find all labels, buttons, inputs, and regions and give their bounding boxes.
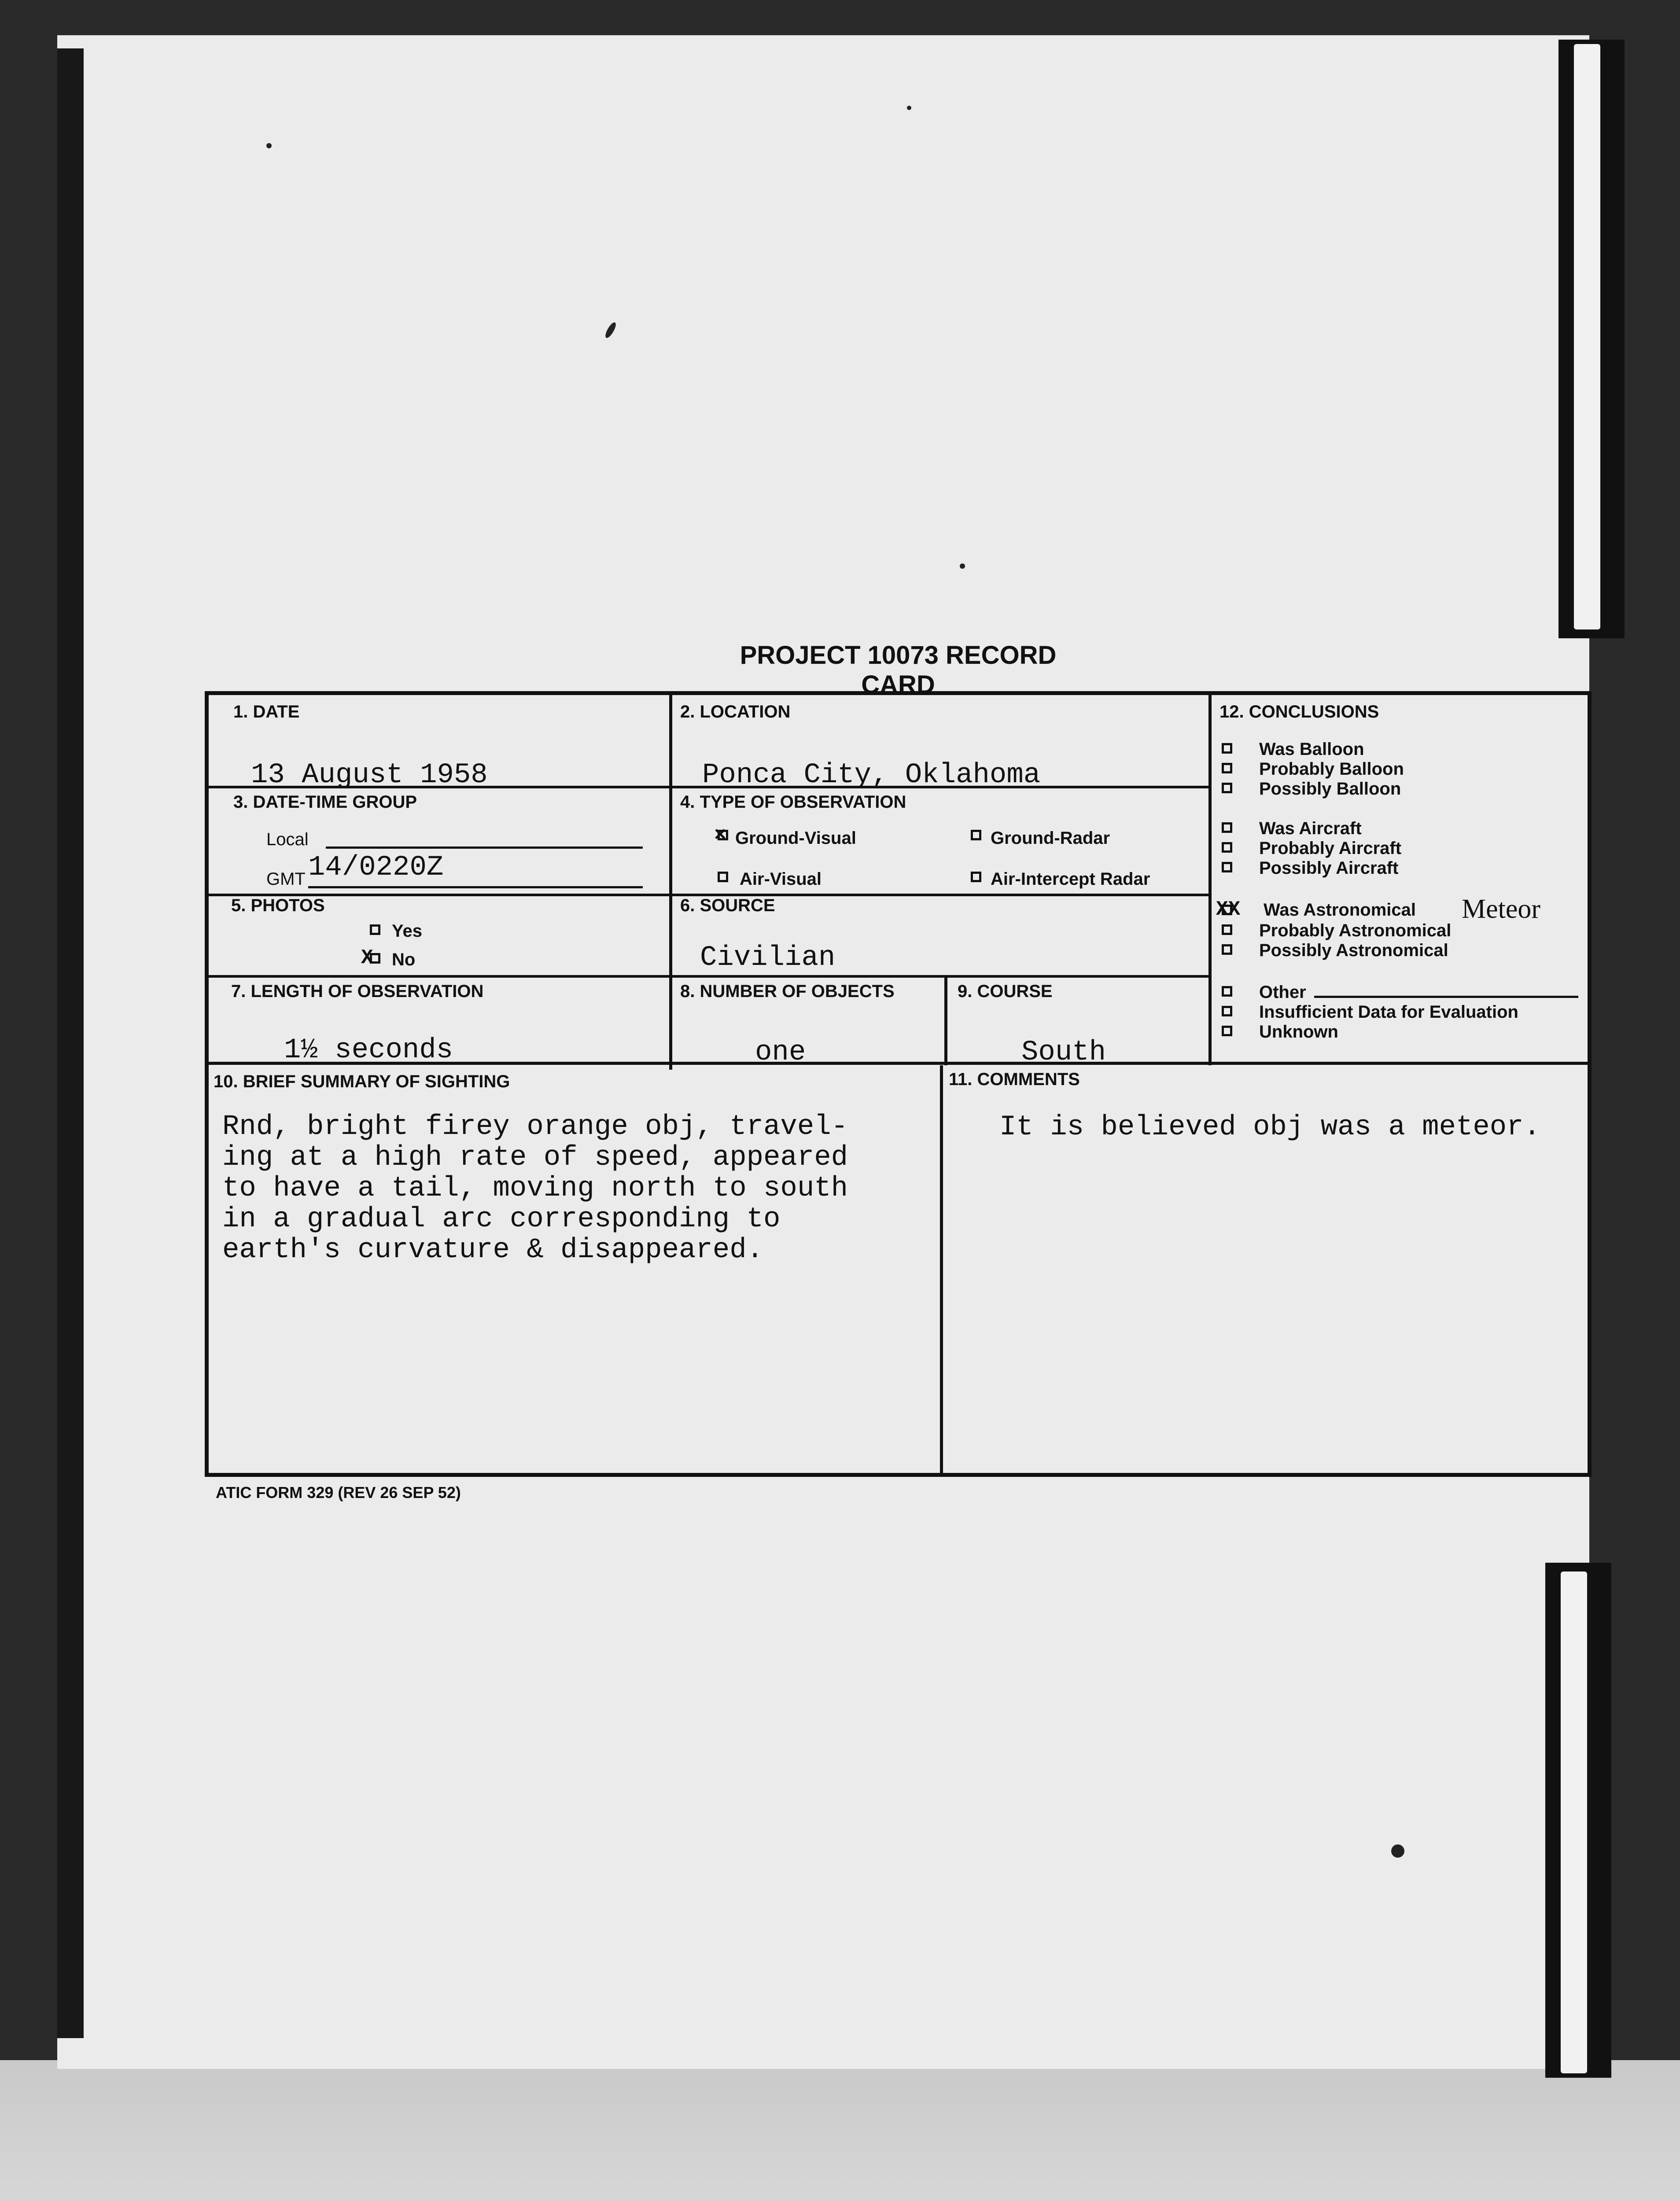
date-header: 1. DATE (233, 702, 300, 721)
probably-aircraft-checkbox[interactable] (1222, 842, 1232, 853)
source-value: Civilian (700, 942, 836, 974)
insufficient-data-label: Insufficient Data for Evaluation (1259, 1002, 1518, 1022)
comments-text: It is believed obj was a meteor. (999, 1112, 1540, 1143)
was-balloon-checkbox[interactable] (1222, 743, 1232, 754)
comments-header: 11. COMMENTS (949, 1070, 1080, 1089)
divider (944, 977, 947, 1065)
object-count-header: 8. NUMBER OF OBJECTS (680, 982, 895, 1001)
was-balloon-label: Was Balloon (1259, 740, 1364, 759)
other-checkbox[interactable] (1222, 986, 1232, 997)
ground-radar-checkbox[interactable] (971, 830, 981, 840)
gmt-field-line (308, 886, 643, 888)
dust-speck (1391, 1844, 1404, 1858)
photos-no-check-mark: X (361, 946, 373, 969)
summary-header: 10. BRIEF SUMMARY OF SIGHTING (214, 1072, 510, 1091)
possibly-aircraft-label: Possibly Aircraft (1259, 858, 1399, 878)
unknown-label: Unknown (1259, 1022, 1338, 1042)
ground-radar-label: Ground-Radar (991, 828, 1110, 848)
location-value: Ponca City, Oklahoma (702, 759, 1041, 791)
photos-yes-label: Yes (392, 921, 422, 941)
divider (1208, 693, 1212, 1065)
air-visual-checkbox[interactable] (718, 872, 728, 882)
date-time-group-header: 3. DATE-TIME GROUP (233, 792, 417, 812)
source-header: 6. SOURCE (680, 896, 775, 915)
ground-visual-label: Ground-Visual (735, 828, 856, 848)
course-header: 9. COURSE (958, 982, 1053, 1001)
course-value: South (1021, 1037, 1106, 1068)
observation-length-header: 7. LENGTH OF OBSERVATION (231, 982, 484, 1001)
edge-bar-bottom (1545, 1563, 1611, 2078)
unknown-checkbox[interactable] (1222, 1026, 1232, 1036)
possibly-balloon-checkbox[interactable] (1222, 783, 1232, 793)
dust-speck (907, 106, 911, 110)
probably-astronomical-checkbox[interactable] (1222, 924, 1232, 935)
date-value: 13 August 1958 (251, 759, 488, 791)
card-title: PROJECT 10073 RECORD CARD (740, 641, 1057, 699)
local-label: Local (266, 830, 309, 849)
photos-header: 5. PHOTOS (231, 896, 325, 915)
edge-bar-left (57, 48, 84, 2038)
possibly-astronomical-checkbox[interactable] (1222, 944, 1232, 955)
summary-text: Rnd, bright firey orange obj, travel- ing at a high rate of speed, appeared to have a tail, moving north to south in a gradual arc corresponding to earth's curvature & disappeared. (222, 1111, 848, 1266)
divider (669, 693, 672, 1070)
air-visual-label: Air-Visual (740, 869, 822, 889)
was-astronomical-label: Was Astronomical (1264, 900, 1416, 920)
divider (207, 975, 1211, 978)
dust-speck (266, 143, 272, 148)
probably-aircraft-label: Probably Aircraft (1259, 839, 1402, 858)
gmt-value: 14/0220Z (308, 852, 444, 883)
air-intercept-radar-checkbox[interactable] (971, 872, 981, 882)
was-astronomical-check-mark: XX (1216, 898, 1241, 921)
ground-visual-check-mark: × (714, 824, 726, 847)
meteor-handwritten-note: Meteor (1462, 894, 1541, 924)
was-aircraft-checkbox[interactable] (1222, 822, 1232, 833)
location-header: 2. LOCATION (680, 702, 791, 721)
probably-balloon-checkbox[interactable] (1222, 763, 1232, 773)
insufficient-data-checkbox[interactable] (1222, 1006, 1232, 1016)
possibly-balloon-label: Possibly Balloon (1259, 779, 1401, 799)
probably-balloon-label: Probably Balloon (1259, 759, 1404, 779)
probably-astronomical-label: Probably Astronomical (1259, 921, 1452, 940)
conclusions-header: 12. CONCLUSIONS (1219, 702, 1379, 721)
edge-bar-top (1558, 40, 1625, 638)
local-field-line (326, 847, 643, 849)
observation-type-header: 4. TYPE OF OBSERVATION (680, 792, 906, 812)
observation-length-value: 1½ seconds (284, 1034, 453, 1066)
dust-speck (960, 563, 965, 569)
possibly-aircraft-checkbox[interactable] (1222, 862, 1232, 872)
photos-yes-checkbox[interactable] (370, 924, 380, 935)
scan-bottom-strip (0, 2060, 1680, 2201)
air-intercept-radar-label: Air-Intercept Radar (991, 869, 1150, 889)
form-id: ATIC FORM 329 (REV 26 SEP 52) (216, 1483, 461, 1502)
gmt-label: GMT (266, 869, 306, 889)
other-field-line (1314, 996, 1578, 998)
other-label: Other (1259, 983, 1306, 1002)
possibly-astronomical-label: Possibly Astronomical (1259, 941, 1448, 960)
was-aircraft-label: Was Aircraft (1259, 819, 1362, 838)
photos-no-label: No (392, 950, 416, 969)
object-count-value: one (755, 1037, 806, 1068)
